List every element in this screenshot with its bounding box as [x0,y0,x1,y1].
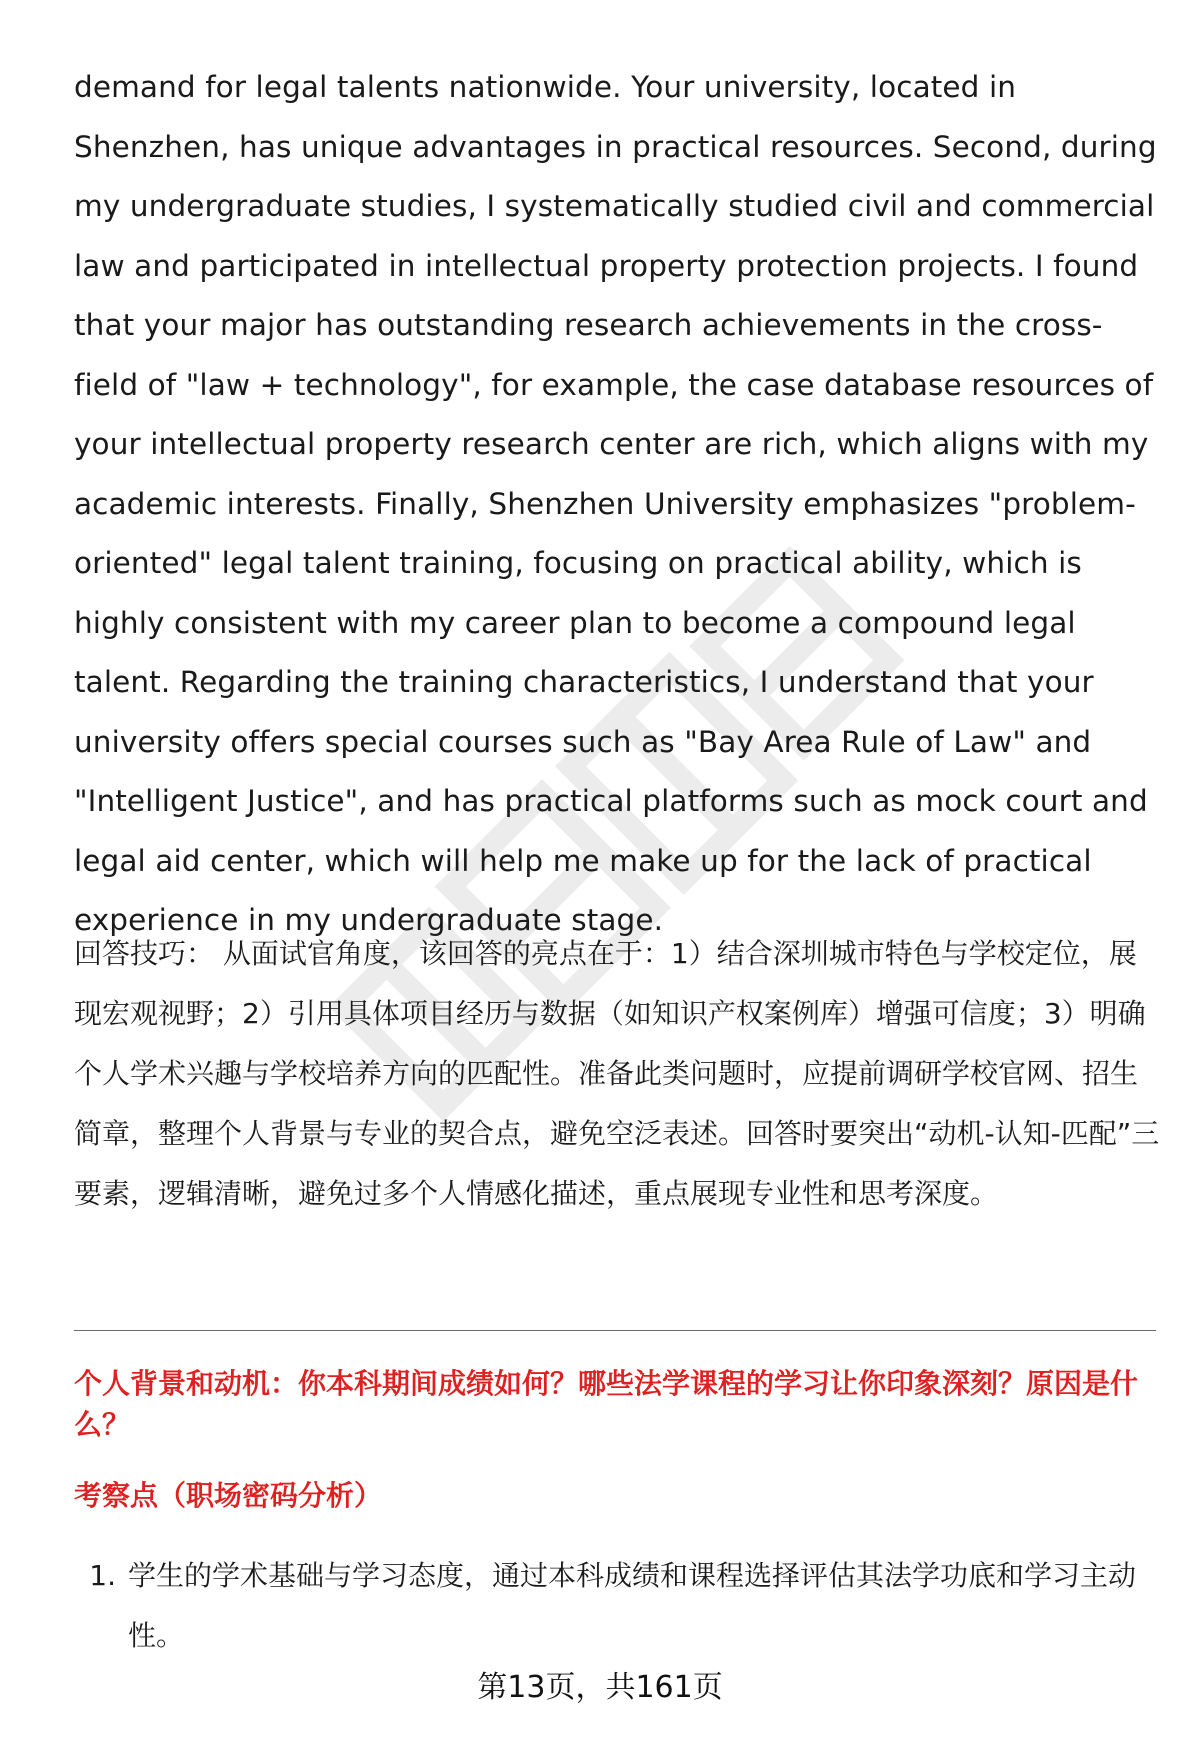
watermark-text: 职场密码 [600,822,640,833]
answer-tips-paragraph: 回答技巧： 从面试官角度，该回答的亮点在于：1）结合深圳城市特色与学校定位，展现宏观视野；2）引用具体项目经历与数据（如知识产权案例库）增强可信度；3）明确个人学术兴趣与学校培养方向的匹配性。准备此类问题时，应提前调研学校官网、招生简章，整理个人背景与专业的契合点，避免空泛表述。回答时要突出“动机-认知-匹配”三要素，逻辑清晰，避免过多个人情感化描述，重点展现专业性和思考深度。 [74,937,1160,1210]
assessment-point-list [74,1546,1160,1666]
answer-paragraph: demand for legal talents nationwide. Your university, located in Shenzhen, has unique advantages in practical resources. Second, during my undergraduate studies, I systematically studied civil and commercial law and participated in intellectual property protection projects. I found that your major has outstanding research achievements in the cross-field of "law + technology", for example, the case database resources of your intellectual property research center are rich, which aligns with my academic interests. Finally, Shenzhen University emphasizes "problem-oriented" legal talent training, focusing on practical ability, which is highly consistent with my career plan to become a compound legal talent. Regarding the training characteristics, I understand that your university offers special courses such as "Bay Area Rule of Law" and "Intelligent Justice", and has practical platforms such as mock court and legal aid center, which will help me make up for the lack of practical experience in my undergraduate stage. [74,70,1157,937]
question-heading: 个人背景和动机：你本科期间成绩如何？哪些法学课程的学习让你印象深刻？原因是什么？ [74,1367,1139,1441]
answer-section [74,58,1160,951]
section-divider [74,1330,1156,1331]
list-item-text: 学生的学术基础与学习态度，通过本科成绩和课程选择评估其法学功底和学习主动性。 [128,1559,1137,1652]
list-item [74,1546,1160,1666]
page-number-footer: 第13页，共161页 [477,1670,723,1705]
list-item-number: 1. [89,1559,116,1592]
section-title: 考察点（职场密码分析） [74,1479,383,1512]
